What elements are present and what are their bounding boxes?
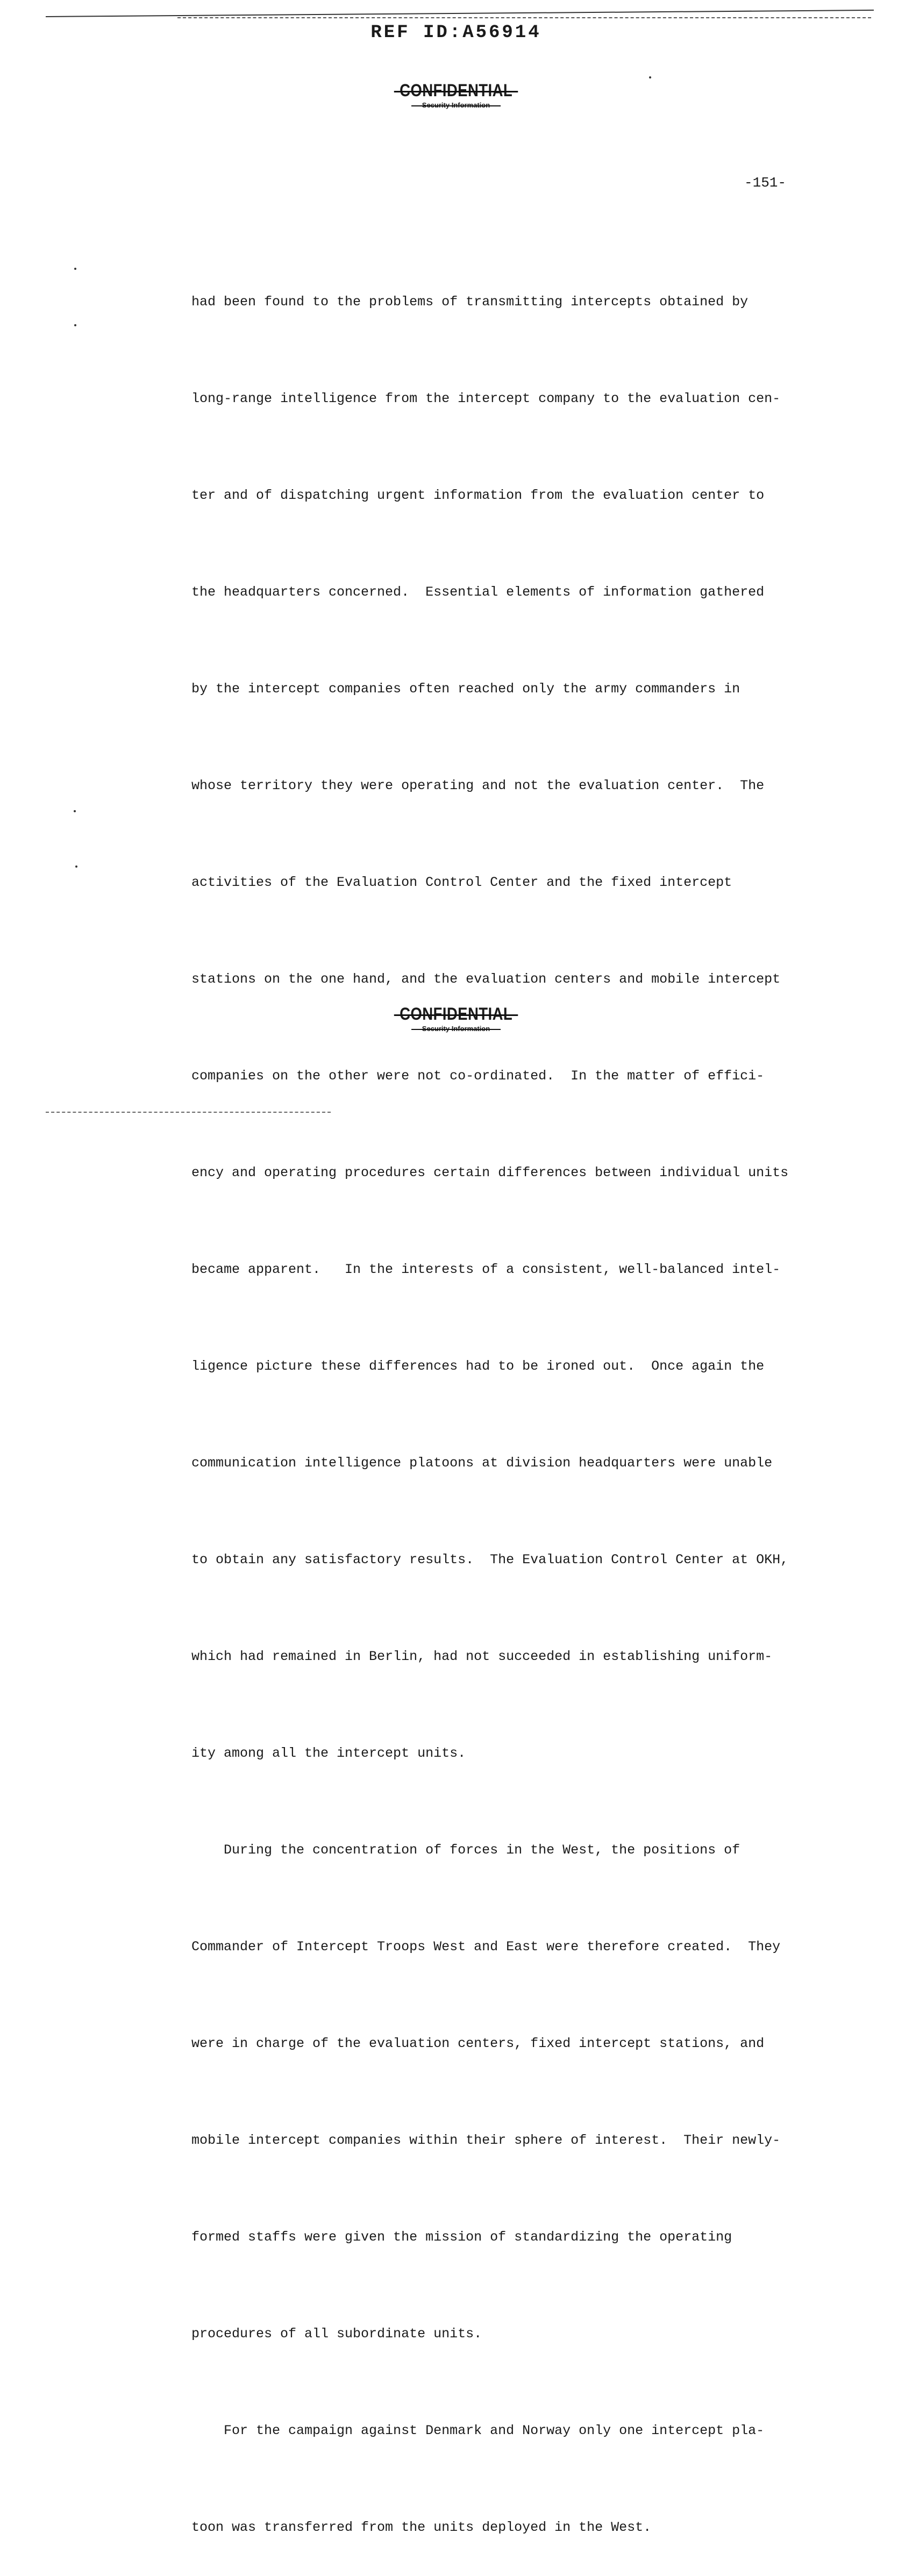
classification-label: CONFIDENTIAL	[399, 1004, 512, 1024]
text-line: procedures of all subordinate units.	[191, 2326, 482, 2342]
text-line: had been found to the problems of transmitting intercepts obtained by	[191, 294, 749, 310]
text-line: were in charge of the evaluation centers, fixed intercept stations, and	[191, 2036, 765, 2051]
text-line: ligence picture these differences had to be ironed out. Once again the	[191, 1358, 765, 1374]
classification-stamp-bottom	[0, 1004, 912, 1033]
top-dashed-rule	[177, 17, 871, 18]
text-line: mobile intercept companies within their sphere of interest. Their newly-	[191, 2133, 781, 2148]
text-line: ency and operating procedures certain differences between individual units	[191, 1165, 789, 1180]
text-line: became apparent. In the interests of a consistent, well-balanced intel-	[191, 1262, 781, 1277]
text-line: toon was transferred from the units deployed in the West.	[191, 2520, 652, 2535]
speck	[74, 324, 76, 326]
ref-id-header: REF ID:A56914	[370, 23, 542, 43]
text-line: to obtain any satisfactory results. The Evaluation Control Center at OKH,	[191, 1552, 789, 1568]
classification-label: CONFIDENTIAL	[399, 81, 512, 100]
text-line: which had remained in Berlin, had not succeeded in establishing uniform-	[191, 1649, 773, 1664]
classification-stamp-top	[0, 81, 912, 109]
speck	[74, 268, 76, 270]
page-number: -151-	[744, 175, 787, 191]
speck	[75, 865, 77, 868]
text-line: ter and of dispatching urgent information from the evaluation center to	[191, 488, 765, 503]
text-line: For the campaign against Denmark and Norway only one intercept pla-	[191, 2423, 765, 2438]
text-line: whose territory they were operating and not the evaluation center. The	[191, 778, 765, 793]
text-line: During the concentration of forces in the West, the positions of	[191, 1842, 740, 1858]
text-line: formed staffs were given the mission of standardizing the operating	[191, 2229, 732, 2245]
text-line: activities of the Evaluation Control Center and the fixed intercept	[191, 875, 732, 890]
classification-subtitle: Security Information	[422, 101, 490, 109]
classification-subtitle: Security Information	[422, 1025, 490, 1033]
text-line: by the intercept companies often reached only the army commanders in	[191, 681, 740, 697]
speck	[649, 76, 651, 78]
text-line: companies on the other were not co-ordinated. In the matter of effici-	[191, 1068, 765, 1084]
text-line: communication intelligence platoons at division headquarters were unable	[191, 1455, 773, 1471]
top-rule	[46, 10, 874, 17]
text-line: stations on the one hand, and the evaluation centers and mobile intercept	[191, 971, 781, 987]
text-line: ity among all the intercept units.	[191, 1745, 466, 1761]
text-line: the headquarters concerned. Essential elements of information gathered	[191, 584, 765, 600]
speck	[74, 810, 76, 812]
bottom-dashed-rule	[46, 1112, 331, 1113]
text-line: Commander of Intercept Troops West and East were therefore created. They	[191, 1939, 781, 1955]
text-line: long-range intelligence from the intercept company to the evaluation cen-	[191, 391, 781, 406]
body-text	[191, 221, 804, 2576]
